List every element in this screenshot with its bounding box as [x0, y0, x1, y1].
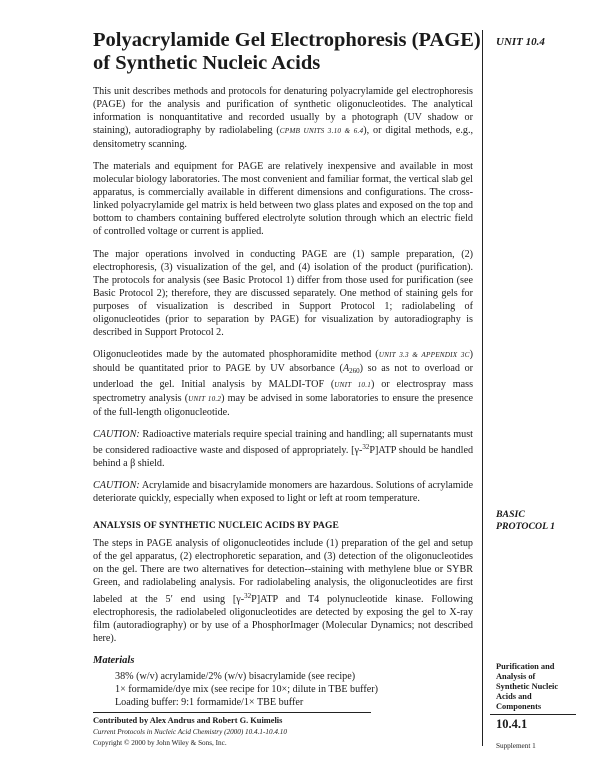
intro-p1-text-b: ), or digital methods, e.g., densitometry scanning.	[93, 125, 474, 151]
protocol-heading: ANALYSIS OF SYNTHETIC NUCLEIC ACIDS BY PAGE	[93, 521, 339, 532]
copyright-line: Copyright © 2000 by John Wiley & Sons, Inc.	[93, 739, 227, 747]
intro-paragraph-1	[93, 85, 473, 151]
page-title	[93, 29, 481, 75]
basic-label-line-2: PROTOCOL 1	[496, 521, 556, 532]
intro-p4-text-a: Oligonucleotides made by the automated phosphoramidite method (	[93, 348, 379, 360]
materials-item: 1× formamide/dye mix (see recipe for 10×; dilute in TBE buffer)	[115, 683, 378, 695]
caution2-text: Acrylamide and bisacrylamide monomers are hazardous. Solutions of acrylamide deteriorate quickly, especially when exposed to light or left at room temperature.	[93, 480, 473, 505]
intro-paragraph-3: The major operations involved in conducting PAGE are (1) sample preparation, (2) electrophoresis, (3) visualization of the gel, and (4) isolation of the product (purification). The protocols for analysis (see Basic Protocol 1) differ from those used for purification (see Basic Protocol 2); therefore, they are discussed separately. One method of staining gels for purposes of visualization is described in Support Protocol 1; radiolabeling of oligonucleotides (prior to separation by PAGE) for visualization by autoradiography is described in Support Protocol 2.	[93, 248, 473, 338]
protocol-paragraph	[93, 537, 473, 644]
page-number: 10.4.1	[496, 717, 528, 731]
intro-p1-text-a: This unit describes methods and protocols for denaturing polyacrylamide gel electrophoresis (PAGE) for the analysis and purification of synthetic oligonucleotides. The analytical information is nonquantitative and recorded usually by a photograph (UV shadow or staining), autoradiography by radiolabeling (	[93, 86, 473, 137]
protocol-text-b: P]ATP and T4 polynucleotide kinase. Following electrophoresis, the radiolabeled oligonucleotides are detected by exposing the gel to X-ray film (autoradiography) or by use of a PhosphorImager (Molecular Dynamics; not described here).	[93, 593, 473, 644]
title-line-1: Polyacrylamide Gel Electrophoresis (PAGE)	[93, 29, 481, 51]
main-text-column	[93, 85, 473, 710]
materials-list	[115, 670, 473, 710]
caution-radioactive	[93, 428, 473, 470]
protocol-text-a: The steps in PAGE analysis of oligonucleotides include (1) preparation of the gel and setup of the gel apparatus, (2) electrophoretic separation, and (3) detection of the oligonucleotides on the gel. There are two alternatives for detection--staining with methylene blue or SYBR Green, and radiolabeling analysis. For radiolabeling analysis, the oligonucleotides are first labeled at the 5′ end using [γ-	[93, 538, 473, 605]
chapter-description	[496, 662, 558, 712]
unit-3-3-reference: UNIT 3.3 & APPENDIX 3C	[378, 350, 470, 359]
caution-label: CAUTION:	[93, 429, 140, 441]
materials-item: 38% (w/v) acrylamide/2% (w/v) bisacrylamide (see recipe)	[115, 670, 356, 682]
caution1-text-a: Radioactive materials require special training and handling; all supernatants must be considered radioactive waste and disposed of appropriately. [γ-	[93, 429, 473, 457]
materials-heading: Materials	[93, 654, 135, 666]
intro-p4-text-d: ) or electrospray mass spectrometry analysis (	[93, 378, 474, 404]
chapter-desc-line: Synthetic Nucleic	[496, 682, 559, 691]
footer-rule	[93, 712, 371, 713]
isotope-superscript: 32	[362, 443, 370, 452]
basic-protocol-label	[496, 509, 555, 533]
unit-10-2-reference: UNIT 10.2	[188, 394, 222, 403]
isotope-superscript: 32	[244, 591, 252, 600]
title-line-2: of Synthetic Nucleic Acids	[93, 52, 321, 74]
chapter-desc-line: Components	[496, 702, 542, 711]
materials-item: Loading buffer: 9:1 formamide/1× TBE buffer	[115, 697, 304, 709]
caution1-text-b: P]ATP should be handled behind a β shield.	[93, 445, 474, 470]
intro-p4-text-c: ) so as not to overload or underload the gel. Initial analysis by MALDI-TOF (	[93, 362, 473, 390]
unit-label: UNIT 10.4	[496, 36, 545, 48]
caution-acrylamide	[93, 479, 473, 505]
intro-paragraph-4	[93, 348, 473, 419]
absorbance-subscript: 260	[349, 366, 360, 375]
page-number-rule	[490, 714, 576, 715]
intro-p4-text-b: ) should be quantitated prior to PAGE by UV absorbance (	[93, 348, 474, 374]
column-divider-rule	[482, 30, 483, 746]
chapter-desc-line: Analysis of	[496, 672, 536, 681]
chapter-desc-line: Acids and	[496, 692, 532, 701]
caution-label: CAUTION:	[93, 480, 140, 492]
intro-p4-text-e: ) may be advised in some laboratories to ensure the presence of the full-length oligonucleotide.	[93, 392, 473, 419]
chapter-desc-line: Purification and	[496, 662, 555, 671]
citation-line: Current Protocols in Nucleic Acid Chemistry (2000) 10.4.1-10.4.10	[93, 728, 287, 736]
unit-10-1-reference: UNIT 10.1	[334, 380, 372, 389]
contributors-line: Contributed by Alex Andrus and Robert G. Kuimelis	[93, 716, 283, 725]
cpmb-units-reference: CPMB UNITS 3.10 & 6.4	[279, 127, 364, 136]
absorbance-symbol: A	[342, 362, 350, 374]
basic-label-line-1: BASIC	[496, 509, 525, 520]
intro-paragraph-2: The materials and equipment for PAGE are relatively inexpensive and available in most molecular biology laboratories. The most convenient and familiar format, the vertical slab gel apparatus, is commercially available in different dimensions and configurations. The cross-linked polyacrylamide gel matrix is held between two glass plates and exposed on the top and bottom to chambers containing buffered electrolyte solution through which an electric field of controlled voltage or current is applied.	[93, 161, 473, 238]
supplement-label: Supplement 1	[496, 742, 536, 750]
